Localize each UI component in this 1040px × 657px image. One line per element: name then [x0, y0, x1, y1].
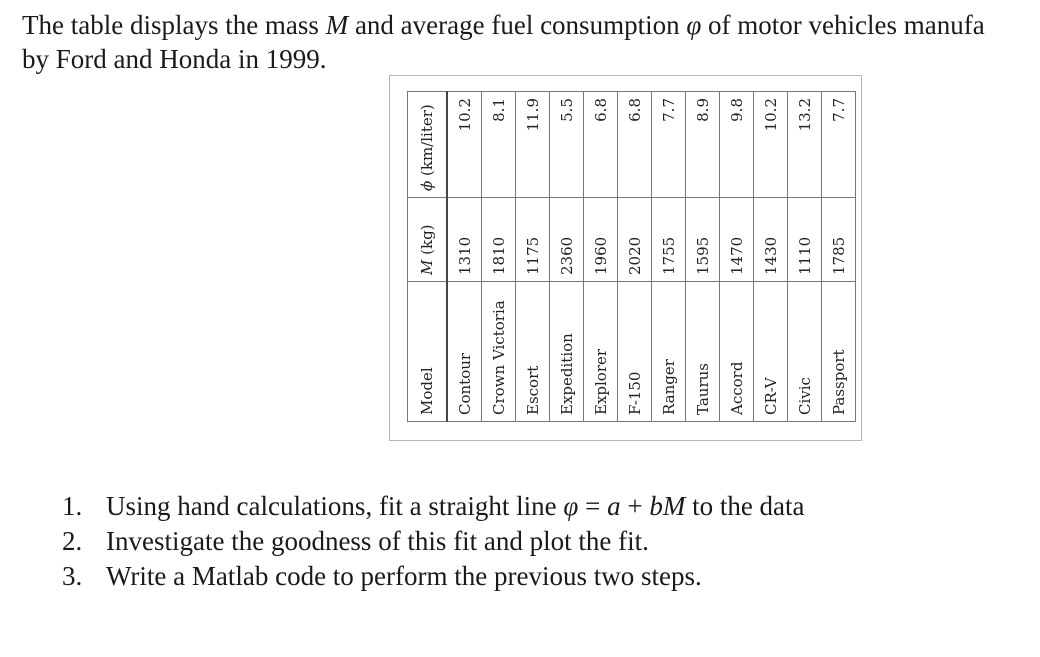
table-row	[584, 92, 618, 422]
table-row	[788, 92, 822, 422]
cell-phi: 10.2	[447, 92, 482, 198]
task-text-tail: to the data	[685, 491, 805, 521]
task-item	[62, 489, 805, 524]
cell-mass: 2360	[550, 198, 584, 282]
cell-mass: 1810	[482, 198, 516, 282]
cell-model: Escort	[516, 282, 550, 422]
cell-phi: 10.2	[754, 92, 788, 198]
intro-line-2: by Ford and Honda in 1999.	[22, 44, 327, 74]
cell-phi: 11.9	[516, 92, 550, 198]
header-phi	[408, 92, 448, 198]
task-text: Using hand calculations, fit a straight line	[106, 491, 564, 521]
cell-mass: 1470	[720, 198, 754, 282]
cell-mass: 1595	[686, 198, 720, 282]
mass-symbol: M	[325, 10, 349, 40]
cell-phi: 6.8	[618, 92, 652, 198]
cell-model: CR-V	[754, 282, 788, 422]
rotated-table-wrapper	[407, 92, 848, 422]
cell-model: Ranger	[652, 282, 686, 422]
cell-phi: 8.1	[482, 92, 516, 198]
table-row	[822, 92, 856, 422]
table-row	[720, 92, 754, 422]
task-number: 3.	[62, 561, 83, 591]
cell-phi: 13.2	[788, 92, 822, 198]
cell-mass: 1110	[788, 198, 822, 282]
cell-model: Expedition	[550, 282, 584, 422]
table-row	[516, 92, 550, 422]
rotated-table-frame	[389, 75, 862, 441]
cell-model: Taurus	[686, 282, 720, 422]
table-row	[550, 92, 584, 422]
cell-mass: 1175	[516, 198, 550, 282]
task-coef-bm: bM	[649, 491, 686, 521]
table-row	[754, 92, 788, 422]
task-item	[62, 559, 805, 594]
cell-mass: 2020	[618, 198, 652, 282]
cell-phi: 8.9	[686, 92, 720, 198]
task-number: 1.	[62, 491, 83, 521]
cell-model: Contour	[447, 282, 482, 422]
cell-phi: 5.5	[550, 92, 584, 198]
cell-mass: 1310	[447, 198, 482, 282]
cell-model: Accord	[720, 282, 754, 422]
cell-model: Explorer	[584, 282, 618, 422]
task-item	[62, 524, 805, 559]
task-plus: +	[620, 491, 650, 521]
cell-phi: 6.8	[584, 92, 618, 198]
table-row	[652, 92, 686, 422]
task-list	[62, 489, 805, 594]
task-number: 2.	[62, 526, 83, 556]
cell-mass: 1755	[652, 198, 686, 282]
task-phi-symbol: φ	[563, 491, 579, 521]
cell-model: Passport	[822, 282, 856, 422]
cell-phi: 7.7	[652, 92, 686, 198]
task-text: Investigate the goodness of this fit and plot the fit.	[106, 526, 649, 556]
table-row	[618, 92, 652, 422]
cell-mass: 1960	[584, 198, 618, 282]
task-equals: =	[578, 491, 608, 521]
cell-phi: 7.7	[822, 92, 856, 198]
cell-model: Civic	[788, 282, 822, 422]
header-mass-symbol: M	[418, 259, 436, 275]
task-text: Write a Matlab code to perform the previous two steps.	[106, 561, 702, 591]
cell-mass: 1430	[754, 198, 788, 282]
intro-line-1	[22, 8, 1040, 42]
header-mass	[408, 198, 448, 282]
vehicle-data-table	[407, 91, 856, 422]
cell-model: F-150	[618, 282, 652, 422]
header-phi-unit: (km/liter)	[418, 104, 436, 181]
phi-symbol: φ	[686, 10, 702, 40]
table-row	[482, 92, 516, 422]
header-mass-unit: (kg)	[418, 224, 436, 260]
header-model: Model	[408, 282, 448, 422]
header-phi-symbol: ϕ	[418, 180, 436, 191]
cell-phi: 9.8	[720, 92, 754, 198]
table-header-row	[408, 92, 448, 422]
problem-intro	[22, 8, 1040, 76]
table-row	[686, 92, 720, 422]
task-coef-a: a	[607, 491, 621, 521]
cell-mass: 1785	[822, 198, 856, 282]
table-row	[447, 92, 482, 422]
intro-text-b: and average fuel consumption	[348, 10, 687, 40]
intro-text-c: of motor vehicles manufa	[701, 10, 985, 40]
cell-model: Crown Victoria	[482, 282, 516, 422]
intro-text-a: The table displays the mass	[22, 10, 326, 40]
